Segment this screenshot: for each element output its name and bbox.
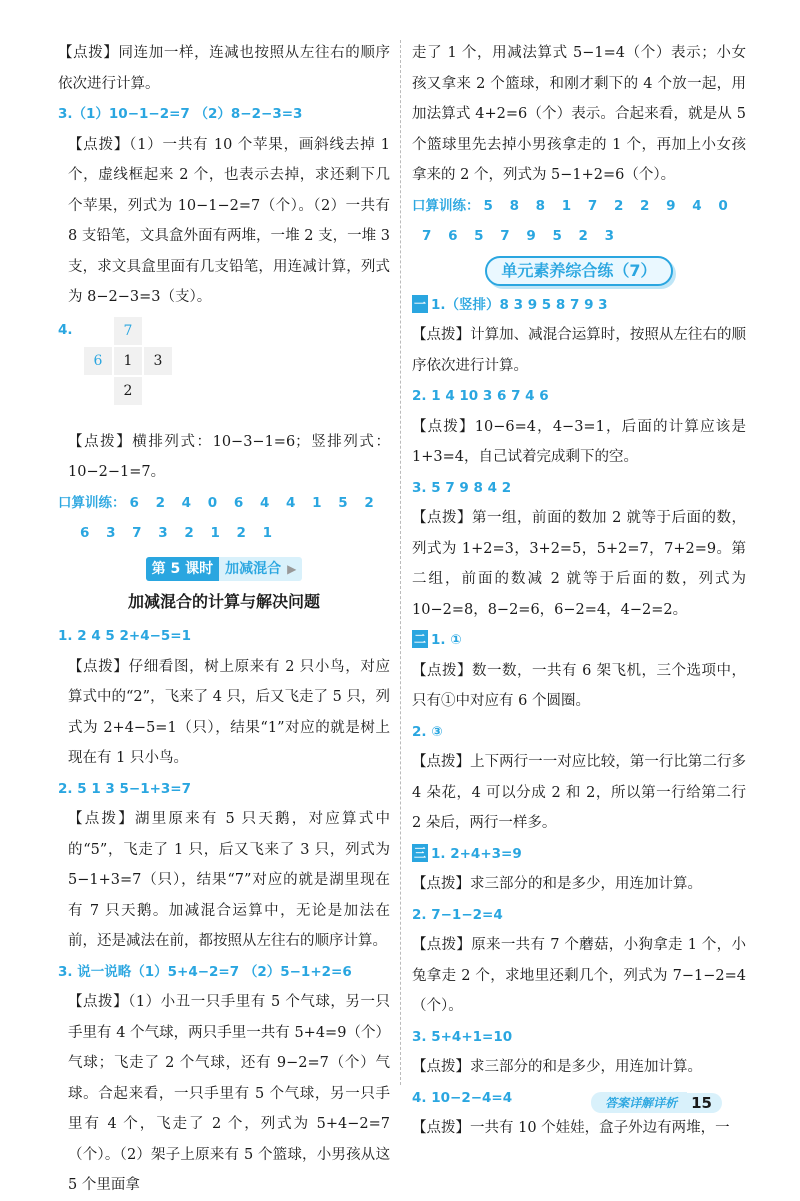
question-number: 4. [58, 321, 73, 338]
section-badge: 一 [413, 296, 426, 311]
unit-title: 单元素养综合练（7） [485, 256, 672, 286]
continued-paragraph: 走了 1 个，用减法算式 5−1=4（个）表示；小女孩又拿来 2 个篮球，和刚才剩下的 4 个放一起，用加法算式 4+2=6（个）表示。合起来看，就是从 5 个篮球里先去掉小男孩拿走的 1 个，再加上小女孩拿来的 2 个，列式为 5−1+2=6（个）。 [412, 45, 746, 183]
answer-line: 1. 2 4 5 2+4−5=1 [58, 628, 192, 644]
q4-grid-row [58, 315, 390, 423]
tip-paragraph: 【点拨】求三部分的和是多少，用连加计算。 [412, 876, 702, 892]
oral-practice-row [58, 488, 390, 519]
tip-paragraph: 【点拨】湖里原来有 5 只天鹅，对应算式中的“5”，飞走了 1 只，后又飞来了 3 只，列式为 5−1+3=7（只），结果“7”对应的就是湖里现在有 7 只天鹅。加减混合运算中，无论是加法在前，还是减法在前，都按照从左往右的顺序计算。 [68, 811, 390, 949]
right-column [412, 38, 746, 1144]
tip-paragraph: 【点拨】横排列式：10−3−1=6；竖排列式：10−2−1=7。 [68, 433, 390, 480]
lesson-tag [146, 557, 303, 581]
lesson-number: 第 5 课时 [146, 557, 220, 581]
unit-banner [412, 252, 746, 290]
tip-paragraph: 【点拨】求三部分的和是多少，用连加计算。 [412, 1059, 702, 1075]
grid-cell-bottom: 2 [114, 377, 142, 405]
answer-text: 1. ① [431, 632, 462, 648]
grid-cell-center: 1 [114, 347, 142, 375]
answer-line: 2. 5 1 3 5−1+3=7 [58, 780, 192, 797]
tip-paragraph: 【点拨】数一数，一共有 6 架飞机，三个选项中，只有①中对应有 6 个圆圈。 [412, 662, 746, 709]
answer-line [412, 625, 746, 656]
section-badge: 二 [413, 632, 426, 646]
tip-paragraph: 【点拨】计算加、减混合运算时，按照从左往右的顺序依次进行计算。 [412, 327, 746, 374]
column-divider [400, 40, 401, 1085]
tip-paragraph: 【点拨】10−6=4，4−3=1，后面的计算应该是 1+3=4，自己试着完成剩下的空。 [412, 418, 746, 465]
play-arrow-icon: ▶ [287, 561, 297, 576]
answer-text: 1.（竖排）8 3 9 5 8 7 9 3 [431, 296, 608, 313]
section-badge: 三 [413, 845, 426, 860]
tip-paragraph: 【点拨】上下两行一一对应比较，第一行比第二行多 4 朵花，4 可以分成 2 和 2，所以第一行给第二行 2 朵后，两行一样多。 [412, 754, 746, 831]
tip-paragraph: 【点拨】同连加一样，连减也按照从左往右的顺序依次进行计算。 [58, 45, 390, 92]
answer-line: 4. 10−2−4=4 [412, 1089, 513, 1106]
answer-line: 2. 7−1−2=4 [412, 906, 503, 923]
lesson-name: 加减混合 [225, 560, 282, 577]
oral-practice-values-row2: 7 6 5 7 9 5 2 3 [422, 228, 615, 244]
number-grid [80, 317, 180, 417]
tip-paragraph: 【点拨】原来一共有 7 个蘑菇，小狗拿走 1 个，小兔拿走 2 个，求地里还剩几个，列式为 7−1−2=4（个）。 [412, 937, 746, 1014]
tip-paragraph: 【点拨】第一组，前面的数加 2 就等于后面的数，列式为 1+2=3，3+2=5，5+2=7，7+2=9。第二组，前面的数减 2 就等于后面的数，列式为 10−2=8，8−2=6，6−2=4，4−2=2。 [412, 510, 746, 618]
lesson-banner [58, 553, 390, 585]
tip-paragraph: 【点拨】一共有 10 个娃娃，盒子外边有两堆，一 [412, 1120, 730, 1136]
grid-cell-right: 3 [144, 347, 172, 375]
oral-practice-values: 6 2 4 0 6 4 4 1 5 2 [129, 494, 374, 511]
answer-line: 2. ③ [412, 723, 443, 740]
grid-cell-left: 6 [84, 347, 112, 375]
left-column [58, 38, 390, 1201]
page-number: 15 [687, 1093, 722, 1113]
answer-line: 3. 5 7 9 8 4 2 [412, 479, 512, 496]
answer-line: 3.（1）10−1−2=7 （2）8−2−3=3 [58, 106, 303, 122]
answer-text: 1. 2+4+3=9 [431, 845, 522, 862]
footer-label: 答案详解详析 [591, 1092, 687, 1113]
tip-paragraph: 【点拨】仔细看图，树上原来有 2 只小鸟，对应算式中的“2”，飞来了 4 只，后又飞走了 5 只，列式为 2+4−5=1（只），结果“1”对应的就是树上现在有 1 只小鸟。 [68, 658, 390, 766]
tip-paragraph: 【点拨】（1）一共有 10 个苹果，画斜线去掉 1 个，虚线框起来 2 个，也表示去掉，求还剩下几个苹果，列式为 10−1−2=7（个）。（2）一共有 8 支铅笔，文具盒外面有两堆，一堆 2 支，一堆 3 支，求文具盒里面有几支铅笔，用连减计算，列式为 8−2−3=3（支）。 [68, 136, 390, 305]
answer-line [412, 290, 746, 321]
answer-line: 3. 5+4+1=10 [412, 1028, 513, 1045]
answer-line: 2. 1 4 10 3 6 7 4 6 [412, 388, 549, 404]
page-footer [591, 1092, 722, 1113]
answer-line [412, 839, 746, 870]
oral-practice-label: 口算训练： [58, 494, 126, 511]
answer-line: 3. 说一说略（1）5+4−2=7 （2）5−1+2=6 [58, 963, 352, 980]
section-title: 加减混合的计算与解决问题 [127, 591, 320, 611]
oral-practice-label: 口算训练： [412, 197, 480, 214]
grid-cell-top: 7 [114, 317, 142, 345]
tip-paragraph: 【点拨】（1）小丑一只手里有 5 个气球，另一只手里有 4 个气球，两只手里一共有 5+4=9（个）气球；飞走了 2 个气球，还有 9−2=7（个）气球。合起来看，一只手里有 5 个气球，另一只手里有 4 个，飞走了 2 个，列式为 5+4−2=7（个）。（2）架子上原来有 5 个篮球，小男孩从这 5 个里面拿 [68, 994, 390, 1193]
oral-practice-row [412, 191, 746, 222]
oral-practice-values-row2: 6 3 7 3 2 1 2 1 [80, 525, 273, 541]
oral-practice-values: 5 8 8 1 7 2 2 9 4 0 [483, 197, 728, 214]
